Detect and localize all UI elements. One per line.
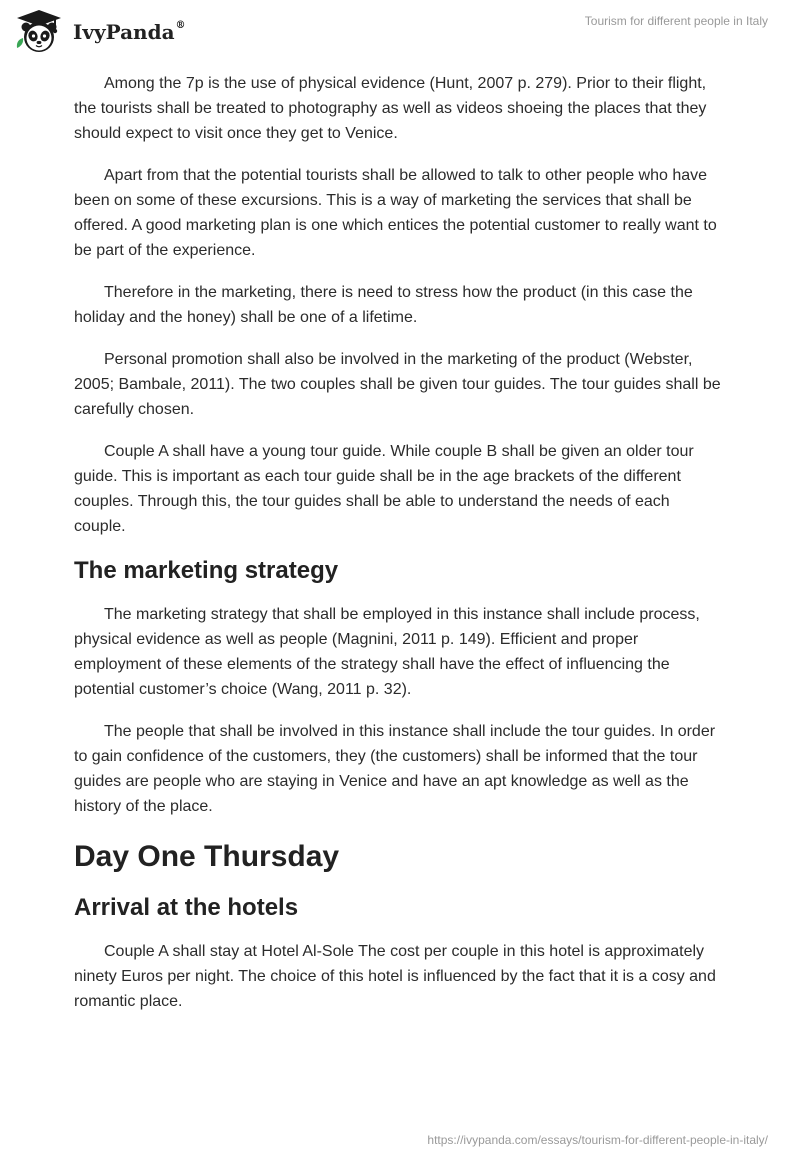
paragraph: Personal promotion shall also be involved in the marketing of the product (Webster, 2005; Bambale, 2011). The two couples shall be given tour guides. The tour guides shall be carefully chosen. xyxy=(74,351,721,418)
document-title: Tourism for different people in Italy xyxy=(584,14,768,28)
brand-name: IvyPanda® xyxy=(73,20,186,44)
subsection-heading-arrival: Arrival at the hotels xyxy=(74,894,299,921)
page-header xyxy=(0,0,800,60)
paragraph: Among the 7p is the use of physical evidence (Hunt, 2007 p. 279). Prior to their flight, the tourists shall be treated to photography as well as videos shoeing the places that they should expect to visit once they get to Venice. xyxy=(74,75,707,142)
registered-mark: ® xyxy=(175,20,186,32)
paragraph: Apart from that the potential tourists shall be allowed to talk to other people who have been on some of these excursions. This is a way of marketing the services that shall be offered. A good marketing plan is one which entices the potential customer to really want to be part of the experience. xyxy=(74,167,717,259)
panda-graduate-logo-icon xyxy=(14,8,64,54)
paragraph: The people that shall be involved in this instance shall include the tour guides. In order to gain confidence of the customers, they (the customers) shall be informed that the tour guides are people who are staying in Venice and have an apt knowledge as well as the history of the place. xyxy=(74,723,716,815)
footer-url: https://ivypanda.com/essays/tourism-for-different-people-in-italy/ xyxy=(427,1133,768,1147)
paragraph: Couple A shall stay at Hotel Al-Sole The cost per couple in this hotel is approximately ninety Euros per night. The choice of this hotel is influenced by the fact that it is a cosy and romantic place. xyxy=(74,943,716,1010)
paragraph: The marketing strategy that shall be employed in this instance shall include process, physical evidence as well as people (Magnini, 2011 p. 149). Efficient and proper employment of these elements of the strategy shall have the effect of influencing the potential customer’s choice (Wang, 2011 p. 32). xyxy=(74,606,700,698)
section-heading-day-one: Day One Thursday xyxy=(74,840,340,873)
paragraph: Couple A shall have a young tour guide. While couple B shall be given an older tour guide. This is important as each tour guide shall be in the age brackets of the different couples. Through this, the tour guides shall be able to understand the needs of each couple. xyxy=(74,443,694,535)
article-content xyxy=(74,71,724,1031)
section-heading-marketing-strategy: The marketing strategy xyxy=(74,557,339,584)
site-logo-link[interactable] xyxy=(14,8,186,54)
paragraph: Therefore in the marketing, there is need to stress how the product (in this case the holiday and the honey) shall be one of a lifetime. xyxy=(74,284,693,326)
